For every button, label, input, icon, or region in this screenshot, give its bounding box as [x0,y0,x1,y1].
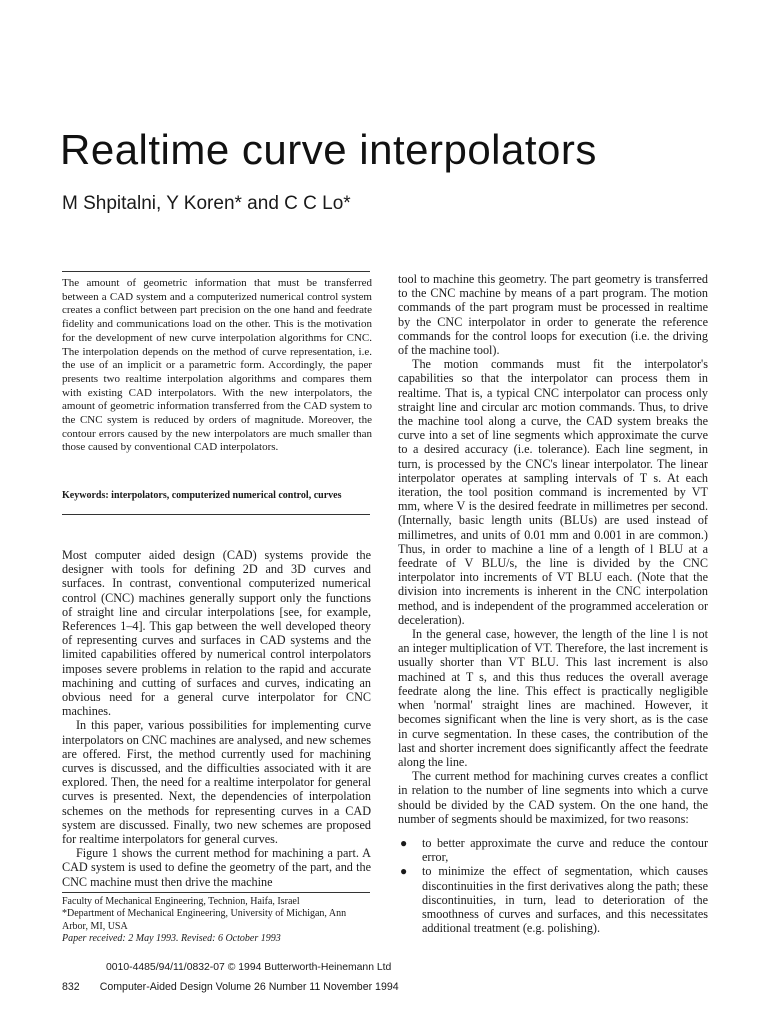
list-item-text: to better approximate the curve and reduce the contour error, [422,835,708,865]
body-paragraph: tool to machine this geometry. The part geometry is transferred to the CNC machine by means of a part program. The motion commands of the part program must be processed in realtime by the CNC interpolator in order to generate the reference commands for the control loops for execution (i.e. the driving of the machine tool). [398,272,708,358]
bullet-list [398,836,708,935]
list-item-text: to minimize the effect of segmentation, which causes discontinuities in the first derivatives along the path; these discontinuities, in turn, lead to deterioration of the smoothness of curves and surfaces, and this necessitates additional treatment (e.g. polishing). [422,864,708,936]
abstract-bottom-rule [62,514,370,515]
affiliation-line: Faculty of Mechanical Engineering, Technion, Haifa, Israel [62,896,300,907]
list-item [398,836,708,864]
body-paragraph: The motion commands must fit the interpolator's capabilities so that the interpolator can process them in realtime. That is, a typical CNC interpolator can process only straight line and circular arc motion commands. Thus, to drive the machine tool along a curve, the CAD system breaks the curve into a set of line segments which approximate the curve to a desired accuracy (i.e. tolerance). Each line segment, in turn, is processed by the CNC's linear interpolator. The linear interpolator operates at sampling intervals of T s. At each iteration, the tool position command is incremented by VT mm, where V is the desired feedrate in millimetres per second. (Internally, basic length units (BLUs) are used instead of millimetres, and units of 0.01 mm and 0.001 in are common.) Thus, in order to machine a line of a length of l BLU at a feedrate of V BLU/s, the line is divided by the CNC interpolator into increments of VT BLU each. (Note that the division into increments is inherent in the CNC interpolation method, and is independent of the programmed acceleration or deceleration). [398,357,708,627]
body-paragraph: Figure 1 shows the current method for machining a part. A CAD system is used to define the geometry of the part, and the CNC machine must then drive the machine [62,846,371,889]
paper-title: Realtime curve interpolators [60,126,597,173]
paper-authors: M Shpitalni, Y Koren* and C C Lo* [62,193,351,214]
bullet-icon: ● [400,835,408,850]
body-paragraph: In the general case, however, the length of the line l is not an integer multiplication of VT. Therefore, the last increment is usually shorter than VT BLU. This last increment is also machined at T s, and this thus reduces the overall average feedrate along the line. This effect is practically negligible when 'normal' straight lines are machined. However, it becomes significant when the line is very short, as is the case in curve segmentation. In these cases, the contribution of the last and shorter increment does significantly affect the feedrate along the line. [398,627,708,769]
body-paragraph: Most computer aided design (CAD) systems provide the designer with tools for defining 2D and 3D curves and surfaces. In contrast, conventional computerized numerical control (CNC) machines generally support only the functions of straight line and circular interpolations [see, for example, References 1–4]. This gap between the well developed theory of representing curves and surfaces in CAD systems and the limited capabilities offered by numerical control interpolators imposes severe problems in relation to the rapid and accurate machining and cutting of surfaces and curves, indicating an obvious need for a general curve interpolator for CNC machines. [62,548,371,719]
journal-citation: Computer-Aided Design Volume 26 Number 11 November 1994 [99,981,399,993]
abstract-top-rule [62,271,370,272]
journal-footer [62,981,399,993]
copyright-line: 0010-4485/94/11/0832-07 © 1994 Butterworth-Heinemann Ltd [106,962,392,973]
footnote-rule [62,892,370,893]
list-item [398,864,708,935]
body-paragraph: In this paper, various possibilities for implementing curve interpolators on CNC machines are analysed, and new schemes are offered. First, the method currently used for machining curves is discussed, and the difficulties associated with it are explored. Then, the need for a realtime interpolator for general curves is presented. Next, the dependencies of interpolation schemes on the methods for representing curves in a CAD system are discussed. Finally, two new schemes are proposed for realtime interpolators for general curves. [62,718,371,847]
affiliations [62,896,374,946]
received-date: Paper received: 2 May 1993. Revised: 6 October 1993 [62,933,281,945]
affiliation-line: *Department of Mechanical Engineering, University of Michigan, Ann Arbor, MI, USA [62,908,347,932]
page-number: 832 [62,981,80,993]
keywords: Keywords: interpolators, computerized numerical control, curves [62,490,342,501]
abstract: The amount of geometric information that must be transferred between a CAD system and a computerized numerical control system creates a conflict between part precision on the one hand and feedrate fidelity and communications load on the other. This is the motivation for the development of new curve interpolation algorithms for CNC. The interpolation depends on the method of curve representation, i.e. the use of an implicit or a parametric form. Accordingly, the paper presents two realtime interpolation algorithms and compares them with existing CAD interpolators. With the new interpolators, the amount of geometric information transferred from the CAD system to the CNC system is reduced by orders of magnitude. Moreover, the contour errors caused by the new interpolators are much smaller than those caused by conventional CAD interpolators. [62,277,372,454]
body-paragraph: The current method for machining curves creates a conflict in relation to the number of line segments into which a curve should be divided by the CAD system. On the one hand, the number of segments should be maximized, for two reasons: [398,769,708,826]
left-column [62,548,371,889]
right-column [398,272,708,935]
bullet-icon: ● [400,864,408,879]
